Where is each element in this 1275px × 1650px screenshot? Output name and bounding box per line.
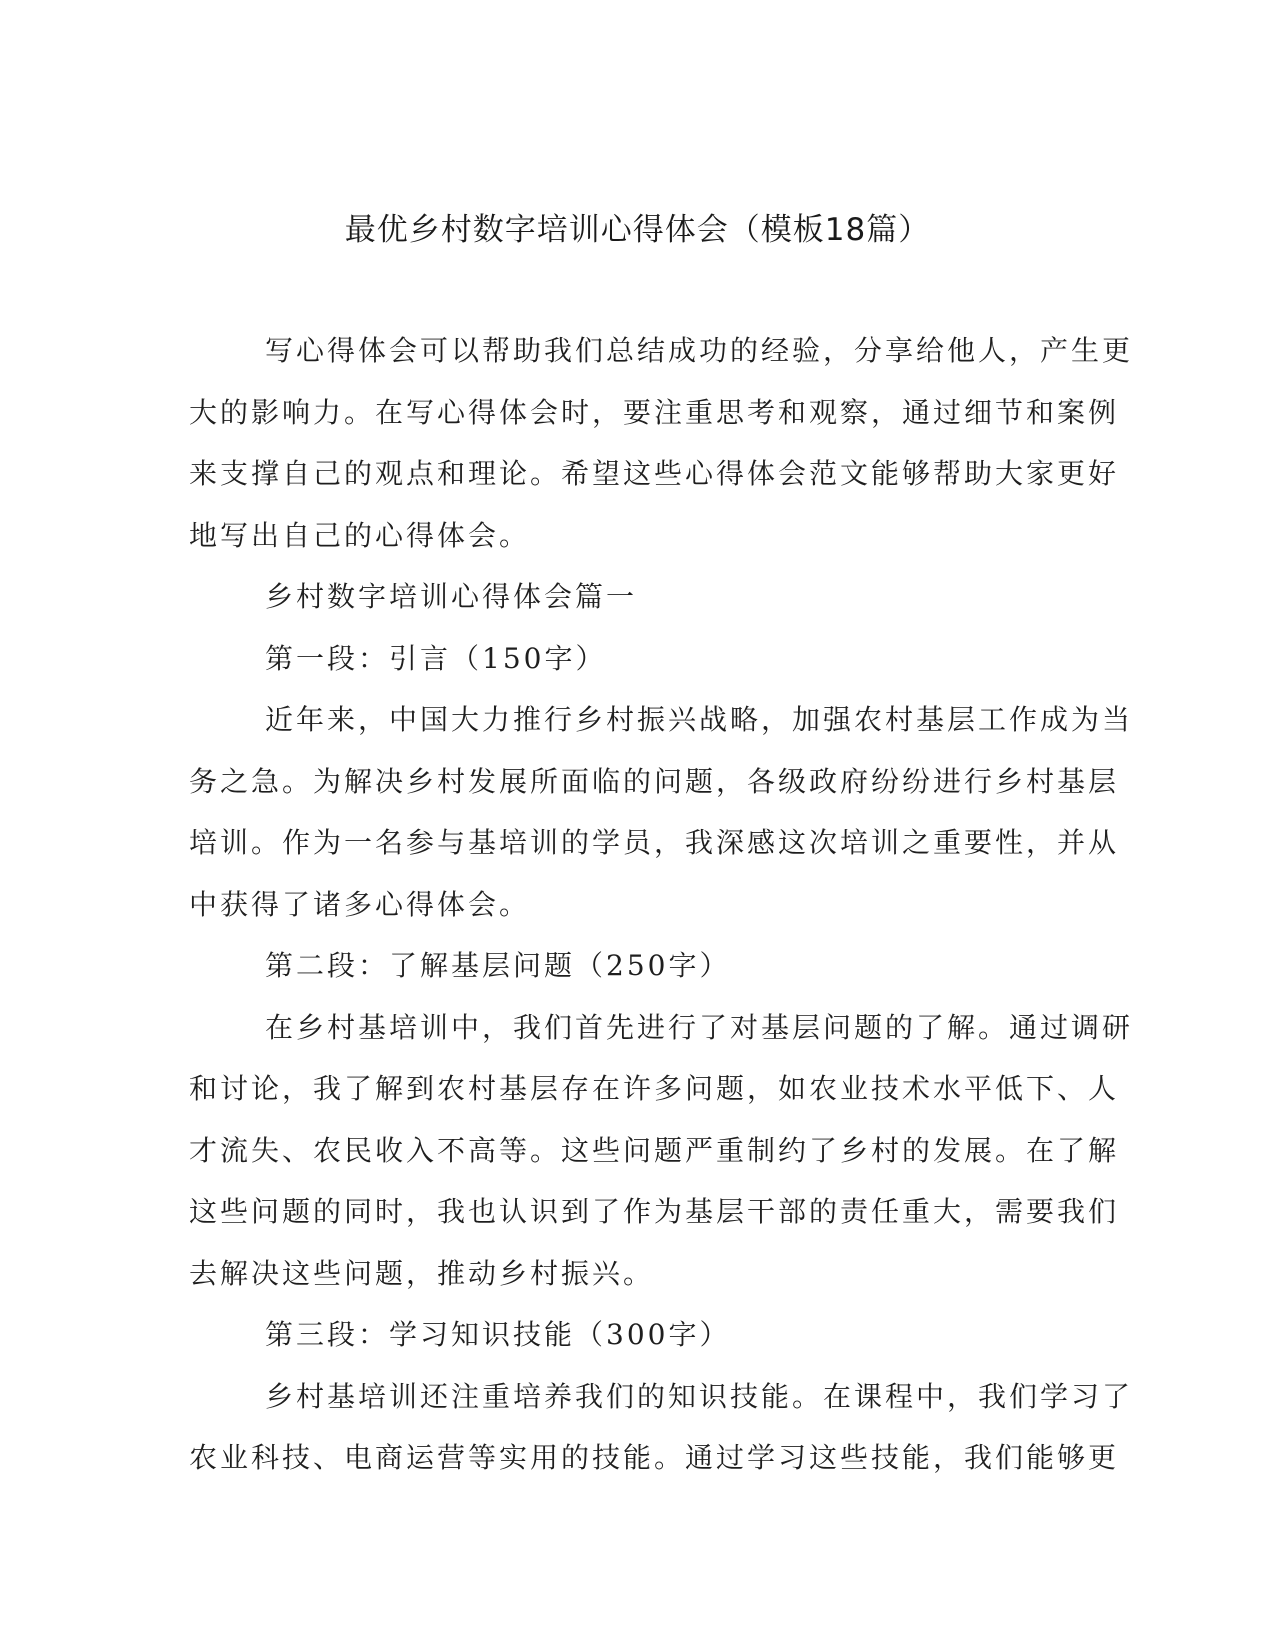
paragraph-heading: 第三段：学习知识技能（300字） xyxy=(265,1318,731,1351)
text-line: 和讨论，我了解到农村基层存在许多问题，如农业技术水平低下、人 xyxy=(189,1072,1120,1105)
text-line: 近年来，中国大力推行乡村振兴战略，加强农村基层工作成为当 xyxy=(265,703,1134,736)
text-line: 大的影响力。在写心得体会时，要注重思考和观察，通过细节和案例 xyxy=(189,395,1120,429)
section-heading: 乡村数字培训心得体会篇一 xyxy=(265,580,638,613)
text-line: 这些问题的同时，我也认识到了作为基层干部的责任重大，需要我们 xyxy=(189,1195,1120,1228)
text-line: 农业科技、电商运营等实用的技能。通过学习这些技能，我们能够更 xyxy=(189,1441,1120,1474)
text-line: 务之急。为解决乡村发展所面临的问题，各级政府纷纷进行乡村基层 xyxy=(189,764,1120,798)
document-title: 最优乡村数字培训心得体会（模板18篇） xyxy=(344,212,931,248)
text-line: 写心得体会可以帮助我们总结成功的经验，分享给他人，产生更 xyxy=(265,334,1134,367)
document-body xyxy=(189,320,1134,1489)
text-line: 培训。作为一名参与基培训的学员，我深感这次培训之重要性，并从 xyxy=(189,826,1120,859)
paragraph-heading: 第二段：了解基层问题（250字） xyxy=(265,949,731,982)
text-line: 中获得了诸多心得体会。 xyxy=(189,887,531,921)
paragraph-heading: 第一段：引言（150字） xyxy=(265,641,607,675)
text-line: 在乡村基培训中，我们首先进行了对基层问题的了解。通过调研 xyxy=(265,1010,1134,1044)
text-line: 乡村基培训还注重培养我们的知识技能。在课程中，我们学习了 xyxy=(265,1379,1134,1413)
text-line: 去解决这些问题，推动乡村振兴。 xyxy=(189,1256,655,1290)
text-line: 才流失、农民收入不高等。这些问题严重制约了乡村的发展。在了解 xyxy=(189,1133,1120,1167)
text-line: 地写出自己的心得体会。 xyxy=(189,518,531,552)
text-line: 来支撑自己的观点和理论。希望这些心得体会范文能够帮助大家更好 xyxy=(189,457,1120,490)
